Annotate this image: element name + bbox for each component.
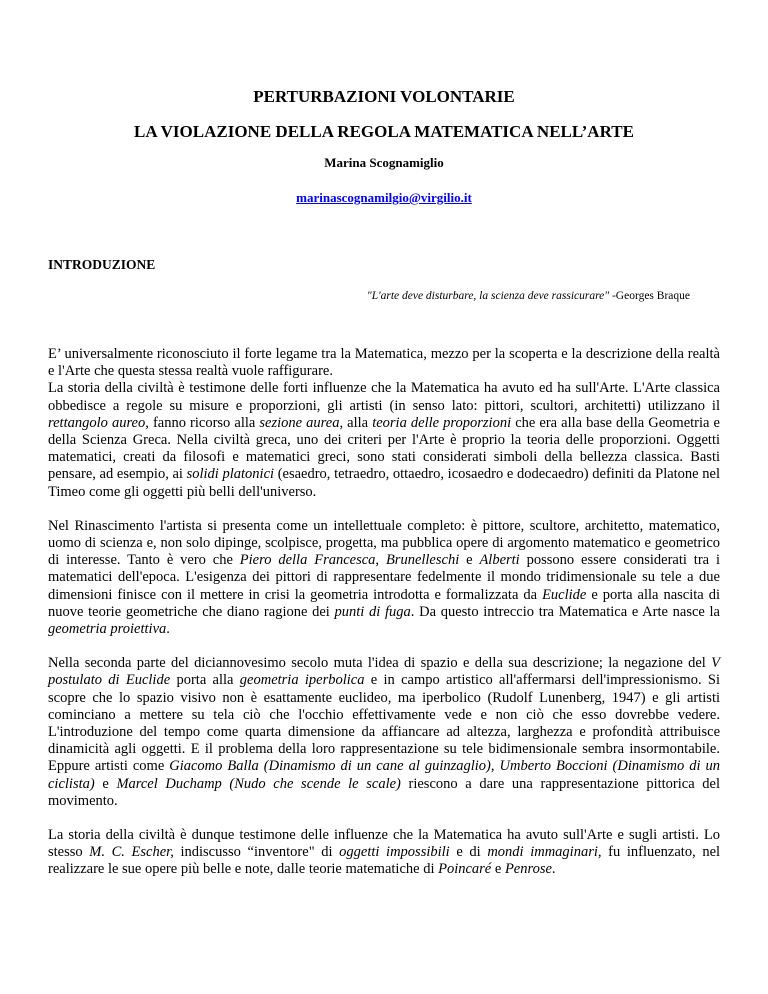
emphasis: punti di fuga	[334, 603, 411, 620]
text-run: , alla	[339, 414, 373, 431]
paragraph-5	[48, 827, 720, 879]
epigraph-quote: "L'arte deve disturbare, la scienza deve rassicurare"	[366, 290, 610, 302]
epigraph	[367, 290, 690, 302]
text-run: indiscusso “inventore" di	[173, 844, 340, 861]
text-run: .	[551, 861, 556, 878]
emphasis: solidi platonici	[186, 466, 275, 483]
emphasis: Giacomo Balla (Dinamismo di un cane al guinzaglio)	[169, 758, 491, 775]
text-run: La storia della civiltà è dunque testimone delle influenze che la Matematica ha avuto sull'Arte e sugli artisti. Lo stesso	[48, 827, 720, 861]
text-run: che era alla base della Geometria e della Scienza Greca. Nella civiltà greca, uno dei criteri per l'Arte è proprio la teoria delle proporzioni. Oggetti matematici, creati da filosofi e matematici greci, sono stati considerati simboli della bellezza classica. Basti pensare, ad esempio, ai	[48, 414, 720, 483]
text-run: , fanno ricorso alla	[145, 414, 260, 431]
text-run: ,	[375, 552, 386, 569]
text-run: possono essere considerati tra i matematici dell'epoca. L'esigenza dei pittori di rappresentare fedelmente il mondo tridimensionale su tele a due dimensioni finisce con il mettere in crisi la geometria introdotta e formalizzata da	[48, 552, 721, 603]
emphasis: teoria delle proporzioni	[372, 414, 512, 431]
emphasis: oggetti impossibili	[339, 844, 450, 861]
text-run: .	[166, 621, 170, 638]
author-email	[0, 190, 768, 206]
emphasis: geometria proiettiva	[48, 621, 167, 638]
text-run: e di	[449, 844, 488, 861]
text-run: riescono a dare una rappresentazione pittorica del movimento.	[48, 775, 721, 809]
text-run: . Da questo intreccio tra Matematica e Arte nasce la	[410, 603, 720, 620]
document-title: PERTURBAZIONI VOLONTARIE	[253, 87, 515, 106]
emphasis: sezione aurea	[259, 414, 340, 431]
emphasis: geometria iperbolica	[239, 672, 365, 689]
paragraph-4	[48, 655, 720, 810]
emphasis: Brunelleschi	[385, 552, 460, 569]
text-run: La storia della civiltà è testimone delle forti influenze che la Matematica ha avuto ed ha sull'Arte. L'Arte classica obbedisce a regole su misure e proporzioni, gli artisti (in senso lato: pittori, scultori, architetti) utilizzano il	[48, 380, 720, 414]
emphasis: rettangolo aureo	[48, 414, 146, 431]
emphasis: Penrose	[504, 861, 552, 878]
text-run: (esaedro, tetraedro, ottaedro, icosaedro e dodecaedro) definiti da Platone nel Timeo come gli oggetti più belli dell'universo.	[48, 466, 720, 500]
emphasis: Umberto Boccioni (Dinamismo di un ciclista)	[48, 758, 720, 792]
author-name: Marina Scognamiglio	[324, 155, 444, 170]
text-run: e porta alla nascita di nuove teorie geometriche che diano ragione dei	[48, 586, 721, 620]
emphasis: V postulato di Euclide	[48, 655, 720, 689]
paragraph-1: E’ universalmente riconosciuto il forte legame tra la Matematica, mezzo per la scoperta e la descrizione della realtà e l'Arte che questa stessa realtà vuole raffigurare.	[48, 346, 720, 380]
text-run: e	[459, 552, 480, 569]
body-text	[48, 346, 720, 896]
emphasis: Marcel Duchamp (Nudo che scende le scale)	[116, 775, 401, 792]
text-run: Nella seconda parte del diciannovesimo secolo muta l'idea di spazio e della sua descrizione; la negazione del	[48, 655, 712, 672]
text-run: e	[491, 861, 505, 878]
emphasis: mondi immaginari,	[487, 844, 602, 861]
document-subtitle: LA VIOLAZIONE DELLA REGOLA MATEMATICA NELL’ARTE	[134, 122, 634, 141]
text-run: e in campo artistico all'affermarsi dell'impressionismo. Si scopre che lo spazio visivo non è esattamente euclideo, ma iperbolico (Rudolf Lunenberg, 1947) e gli artisti cominciano a mettere su tela ciò che l'occhio effettivamente vede e non ciò che esso dovrebbe vedere. L'introduzione del tempo come quarta dimensione da affiancare ad altezza, larghezza e profondità attribuisce dinamicità agli oggetti. E il problema della loro rappresentazione su tele bidimensionale sembra insormontabile. Eppure artisti come	[48, 672, 720, 775]
paragraph-3	[48, 518, 720, 638]
emphasis: M. C. Escher,	[89, 844, 174, 861]
text-run: ,	[490, 758, 500, 775]
emphasis: Alberti	[479, 552, 520, 569]
text-run: fu influenzato, nel realizzare le sue opere più belle e note, dalle teorie matematiche di	[48, 844, 721, 878]
emphasis: Euclide	[542, 586, 587, 603]
text-run: e	[94, 775, 117, 792]
epigraph-author: -Georges Braque	[609, 290, 690, 302]
email-link[interactable]: marinascognamilgio@virgilio.it	[296, 190, 472, 205]
emphasis: Poincaré	[438, 861, 492, 878]
section-heading: INTRODUZIONE	[48, 257, 156, 272]
text-run: porta alla	[170, 672, 240, 689]
paragraph-2	[48, 380, 720, 500]
emphasis: Piero della Francesca	[239, 552, 376, 569]
text-run: Nel Rinascimento l'artista si presenta come un intellettuale completo: è pittore, scultore, architetto, matematico, uomo di scienza e, non solo dipinge, scolpisce, progetta, ma pubblica opere di argomento matematico e geometrico di interesse. Tanto è vero che	[48, 517, 720, 569]
